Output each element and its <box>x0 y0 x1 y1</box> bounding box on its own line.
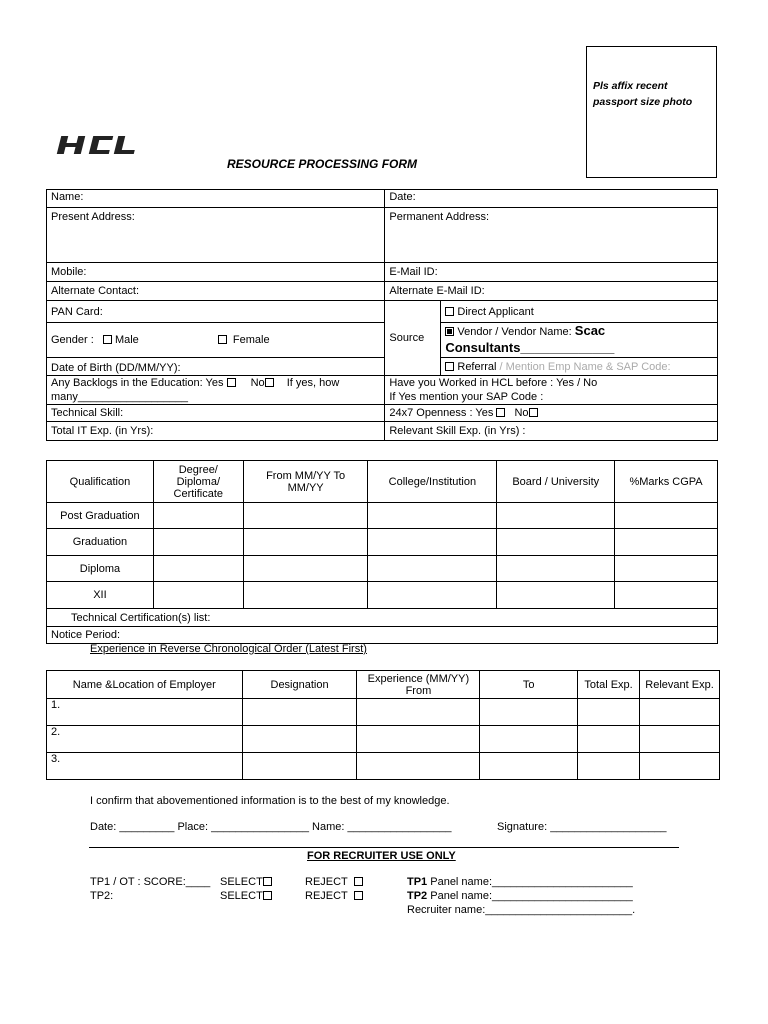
tp1-score-field[interactable]: TP1 / OT : SCORE:____ <box>90 876 211 888</box>
vendor-label: Vendor / Vendor Name: <box>457 326 572 338</box>
photo-box <box>586 46 717 178</box>
backlogs-many-field[interactable]: many__________________ <box>51 391 189 403</box>
openness-label: 24x7 Openness : Yes <box>389 407 494 419</box>
backlogs-yes-checkbox[interactable] <box>227 378 236 387</box>
reject-label: REJECT <box>305 890 348 902</box>
referral-option[interactable] <box>441 358 718 376</box>
openness-field <box>385 405 718 422</box>
exp-cell[interactable] <box>357 699 480 726</box>
tp1-reject-option[interactable] <box>305 876 363 888</box>
photo-note: Pls affix recent passport size photo <box>593 80 693 108</box>
exp-cell[interactable] <box>578 699 640 726</box>
tp1-select-checkbox[interactable] <box>263 877 272 886</box>
edu-header: Degree/ Diploma/ Certificate <box>153 461 243 503</box>
exp-cell[interactable] <box>242 699 357 726</box>
edu-cell[interactable] <box>615 582 718 609</box>
tp2-reject-option[interactable] <box>305 890 363 902</box>
tp2-label: TP2: <box>90 890 114 902</box>
experience-table <box>46 670 720 780</box>
gender-field <box>47 323 385 358</box>
tp1-panel-name-field[interactable] <box>407 876 633 888</box>
vendor-option[interactable] <box>441 323 718 358</box>
exp-header: Name &Location of Employer <box>47 671 243 699</box>
edu-cell[interactable] <box>615 556 718 582</box>
tp1-label: TP1 <box>407 876 428 888</box>
tp2-reject-checkbox[interactable] <box>354 891 363 900</box>
exp-cell[interactable] <box>480 726 578 753</box>
exp-cell[interactable] <box>578 726 640 753</box>
form-title: RESOURCE PROCESSING FORM <box>227 157 418 171</box>
mobile-field[interactable]: Mobile: <box>47 263 385 282</box>
exp-header: Relevant Exp. <box>640 671 720 699</box>
exp-cell[interactable] <box>242 753 357 780</box>
backlogs-no-label: No <box>250 377 265 389</box>
backlogs-ifyes-label: If yes, how <box>286 377 340 389</box>
edu-header: %Marks CGPA <box>615 461 718 503</box>
edu-row-label: Post Graduation <box>47 503 154 529</box>
referral-slash: / <box>496 360 506 373</box>
date-field[interactable]: Date: <box>385 190 718 208</box>
alternate-contact-field[interactable]: Alternate Contact: <box>47 282 385 301</box>
email-field[interactable]: E-Mail ID: <box>385 263 718 282</box>
edu-cell[interactable] <box>243 556 368 582</box>
openness-no-checkbox[interactable] <box>529 408 538 417</box>
exp-cell[interactable] <box>480 753 578 780</box>
education-table <box>46 460 718 644</box>
tp2-label-bold: TP2 <box>407 890 428 902</box>
edu-header: Qualification <box>47 461 154 503</box>
exp-header: To <box>480 671 578 699</box>
exp-header: Designation <box>242 671 357 699</box>
edu-header: College/Institution <box>368 461 497 503</box>
direct-applicant-checkbox[interactable] <box>445 307 454 316</box>
edu-header: From MM/YY To MM/YY <box>243 461 368 503</box>
backlogs-no-checkbox[interactable] <box>265 378 274 387</box>
gender-label: Gender : <box>51 334 94 346</box>
edu-cell[interactable] <box>243 582 368 609</box>
select-label: SELECT <box>220 890 263 902</box>
recruiter-name-field[interactable]: Recruiter name:________________________. <box>407 904 636 916</box>
edu-cell[interactable] <box>243 503 368 529</box>
permanent-address-field[interactable]: Permanent Address: <box>385 208 718 263</box>
exp-cell[interactable] <box>242 726 357 753</box>
select-label: SELECT <box>220 876 263 888</box>
tp2-select-option[interactable] <box>220 890 272 902</box>
tp1-panel-name: Panel name:_______________________ <box>427 876 633 888</box>
divider <box>89 847 679 848</box>
edu-row-label: Graduation <box>47 529 154 556</box>
edu-cell[interactable] <box>368 529 497 556</box>
exp-row-number[interactable]: 2. <box>47 726 243 753</box>
sap-code-field[interactable]: If Yes mention your SAP Code : <box>389 391 544 403</box>
technical-skill-field[interactable]: Technical Skill: <box>47 405 385 422</box>
tp2-panel-name: Panel name:_______________________ <box>427 890 633 902</box>
direct-applicant-label: Direct Applicant <box>457 305 534 318</box>
tp1-select-option[interactable] <box>220 876 272 888</box>
tech-certification-field[interactable]: Technical Certification(s) list: <box>47 609 718 627</box>
exp-cell[interactable] <box>357 726 480 753</box>
edu-cell[interactable] <box>368 503 497 529</box>
openness-yes-checkbox[interactable] <box>496 408 505 417</box>
source-label: Source <box>385 301 441 376</box>
tp1-reject-checkbox[interactable] <box>354 877 363 886</box>
name-field[interactable]: Name: <box>47 190 385 208</box>
dob-field[interactable]: Date of Birth (DD/MM/YY): <box>47 358 385 376</box>
openness-no-label: No <box>514 407 529 419</box>
edu-cell[interactable] <box>368 556 497 582</box>
direct-applicant-option[interactable] <box>441 301 718 323</box>
edu-cell[interactable] <box>153 503 243 529</box>
edu-cell[interactable] <box>497 556 615 582</box>
edu-cell[interactable] <box>497 582 615 609</box>
relevant-exp-field[interactable]: Relevant Skill Exp. (in Yrs) : <box>385 422 718 441</box>
edu-header: Board / University <box>497 461 615 503</box>
experience-heading: Experience in Reverse Chronological Order (Latest First) <box>90 643 367 655</box>
vendor-name-value-cont: Consultants_____________ <box>445 340 615 355</box>
pan-card-field[interactable]: PAN Card: <box>47 301 385 323</box>
notice-period-field[interactable]: Notice Period: <box>47 627 718 644</box>
edu-cell[interactable] <box>153 529 243 556</box>
edu-cell[interactable] <box>368 582 497 609</box>
present-address-field[interactable]: Present Address: <box>47 208 385 263</box>
edu-cell[interactable] <box>153 556 243 582</box>
referral-label: Referral <box>457 360 497 373</box>
date-place-name-line[interactable]: Date: _________ Place: ________________ Name: _________________ <box>90 821 452 833</box>
signature-line[interactable]: Signature: ___________________ <box>497 821 667 833</box>
male-checkbox[interactable] <box>103 335 112 344</box>
exp-row-number[interactable]: 3. <box>47 753 243 780</box>
exp-cell[interactable] <box>640 699 720 726</box>
female-label: Female <box>232 334 270 346</box>
backlogs-label: Any Backlogs in the Education: Yes <box>51 377 224 389</box>
recruiter-section-title: FOR RECRUITER USE ONLY <box>307 850 456 862</box>
vendor-checkbox[interactable] <box>445 327 454 336</box>
tp2-select-checkbox[interactable] <box>263 891 272 900</box>
exp-cell[interactable] <box>480 699 578 726</box>
total-exp-field[interactable]: Total IT Exp. (in Yrs): <box>47 422 385 441</box>
vendor-name-value: Scac <box>574 323 606 338</box>
edu-row-label: XII <box>47 582 154 609</box>
backlogs-field <box>47 376 385 405</box>
exp-cell[interactable] <box>640 753 720 780</box>
exp-header: Total Exp. <box>578 671 640 699</box>
reject-label: REJECT <box>305 876 348 888</box>
exp-row-number[interactable]: 1. <box>47 699 243 726</box>
edu-cell[interactable] <box>153 582 243 609</box>
edu-cell[interactable] <box>615 529 718 556</box>
alternate-email-field[interactable]: Alternate E-Mail ID: <box>385 282 718 301</box>
exp-cell[interactable] <box>357 753 480 780</box>
hcl-before-field <box>385 376 718 405</box>
edu-cell[interactable] <box>615 503 718 529</box>
male-label: Male <box>114 334 139 346</box>
referral-hint: Mention Emp Name & SAP Code: <box>505 360 671 373</box>
edu-cell[interactable] <box>497 503 615 529</box>
exp-header: Experience (MM/YY) From <box>357 671 480 699</box>
edu-row-label: Diploma <box>47 556 154 582</box>
exp-cell[interactable] <box>578 753 640 780</box>
exp-cell[interactable] <box>640 726 720 753</box>
hcl-before-label: Have you Worked in HCL before : Yes / No <box>389 377 598 389</box>
confirmation-text: I confirm that abovementioned information is to the best of my knowledge. <box>90 795 450 807</box>
female-checkbox[interactable] <box>218 335 227 344</box>
hcl-logo <box>52 133 150 160</box>
personal-details-table <box>46 189 718 441</box>
referral-checkbox[interactable] <box>445 362 454 371</box>
edu-cell[interactable] <box>243 529 368 556</box>
edu-cell[interactable] <box>497 529 615 556</box>
tp2-panel-name-field[interactable] <box>407 890 633 902</box>
